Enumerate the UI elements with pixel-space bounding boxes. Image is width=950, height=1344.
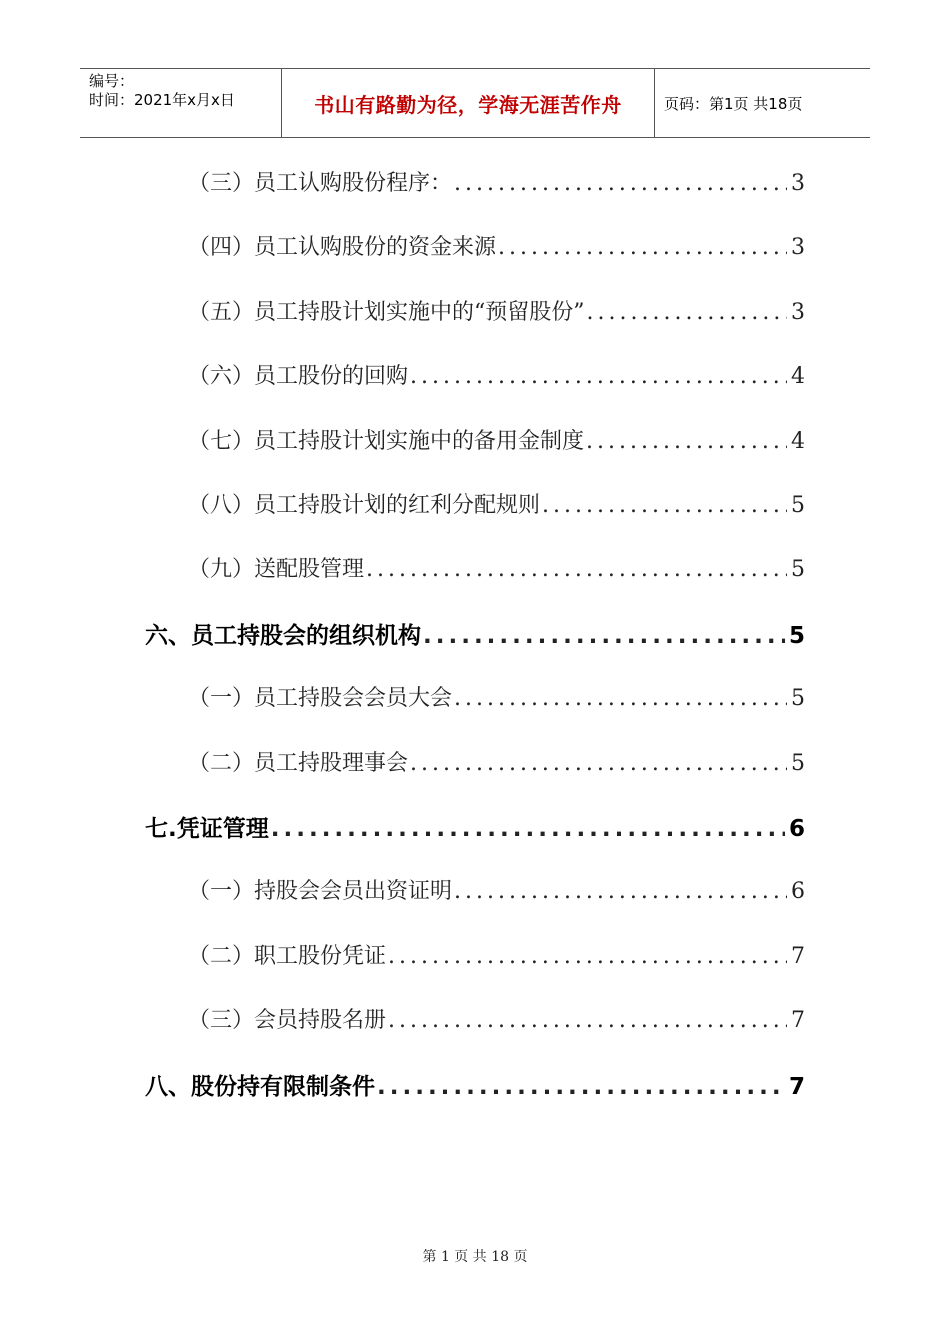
toc-entry[interactable] bbox=[188, 681, 805, 721]
page-footer: 第 1 页 共 18 页 bbox=[422, 1249, 528, 1265]
toc-leader-dots bbox=[388, 1008, 787, 1033]
toc-entry[interactable] bbox=[188, 552, 805, 592]
toc-leader-dots bbox=[388, 944, 787, 969]
toc-entry-title: （五）员工持股计划实施中的“预留股份” bbox=[188, 300, 585, 325]
toc-entry-page: 5 bbox=[791, 557, 805, 582]
toc-entry-page: 7 bbox=[791, 1008, 805, 1033]
toc-entry[interactable] bbox=[188, 230, 805, 270]
toc-entry[interactable] bbox=[188, 295, 805, 335]
toc-entry-title: （八）员工持股计划的红利分配规则 bbox=[188, 493, 541, 518]
toc-entry-title: （三）员工认购股份程序： bbox=[188, 171, 453, 196]
toc-leader-dots bbox=[410, 364, 787, 389]
toc-entry-title: 六、员工持股会的组织机构 bbox=[145, 623, 421, 649]
toc-leader-dots bbox=[410, 751, 787, 776]
toc-entry[interactable] bbox=[188, 939, 805, 979]
toc-entry-title: （四）员工认购股份的资金来源 bbox=[188, 235, 497, 260]
header-page-info: 页码：第1页 共18页 bbox=[664, 94, 803, 113]
toc-leader-dots bbox=[498, 235, 787, 260]
document-number-label: 编号： bbox=[89, 72, 135, 90]
toc-entry-title: 八、股份持有限制条件 bbox=[145, 1074, 375, 1100]
toc-entry-page: 6 bbox=[791, 879, 805, 904]
toc-entry[interactable] bbox=[145, 1068, 805, 1108]
toc-entry-page: 5 bbox=[791, 493, 805, 518]
toc-entry-title: （三）会员持股名册 bbox=[188, 1008, 387, 1033]
toc-entry-page: 3 bbox=[791, 171, 805, 196]
toc-leader-dots bbox=[366, 557, 787, 582]
toc-entry-page: 3 bbox=[791, 300, 805, 325]
toc-entry[interactable] bbox=[188, 166, 805, 206]
toc-entry[interactable] bbox=[188, 746, 805, 786]
toc-entry[interactable] bbox=[188, 359, 805, 399]
toc-entry[interactable] bbox=[188, 488, 805, 528]
toc-entry-title: 七.凭证管理 bbox=[145, 816, 269, 842]
toc-entry-page: 4 bbox=[791, 364, 805, 389]
toc-entry-title: （九）送配股管理 bbox=[188, 557, 365, 582]
toc-entry-page: 3 bbox=[791, 235, 805, 260]
toc-entry-page: 6 bbox=[788, 816, 805, 842]
toc-entry-page: 5 bbox=[788, 623, 805, 649]
toc-leader-dots bbox=[271, 816, 785, 842]
toc-leader-dots bbox=[423, 623, 785, 649]
toc-entry-title: （二）职工股份凭证 bbox=[188, 944, 387, 969]
toc-entry-page: 7 bbox=[791, 944, 805, 969]
document-date-label: 时间：2021年x月x日 bbox=[89, 91, 235, 109]
toc-entry-page: 4 bbox=[791, 429, 805, 454]
toc-entry-title: （一）员工持股会会员大会 bbox=[188, 686, 453, 711]
toc-entry[interactable] bbox=[188, 874, 805, 914]
header-motto: 书山有路勤为径，学海无涯苦作舟 bbox=[314, 92, 622, 117]
toc-entry-page: 5 bbox=[791, 751, 805, 776]
toc-entry[interactable] bbox=[188, 424, 805, 464]
toc-leader-dots bbox=[454, 686, 787, 711]
toc-entry-page: 7 bbox=[788, 1074, 805, 1100]
toc-leader-dots bbox=[454, 879, 787, 904]
toc-entry[interactable] bbox=[145, 810, 805, 850]
toc-leader-dots bbox=[377, 1074, 785, 1100]
toc-entry-title: （二）员工持股理事会 bbox=[188, 751, 409, 776]
toc-entry-title: （七）员工持股计划实施中的备用金制度 bbox=[188, 429, 585, 454]
toc-leader-dots bbox=[454, 171, 787, 196]
toc-entry-title: （一）持股会会员出资证明 bbox=[188, 879, 453, 904]
toc-leader-dots bbox=[587, 300, 788, 325]
toc-leader-dots bbox=[542, 493, 787, 518]
toc-entry[interactable] bbox=[188, 1003, 805, 1043]
toc-leader-dots bbox=[586, 429, 787, 454]
toc-entry-title: （六）员工股份的回购 bbox=[188, 364, 409, 389]
toc-entry-page: 5 bbox=[791, 686, 805, 711]
toc-entry[interactable] bbox=[145, 617, 805, 657]
